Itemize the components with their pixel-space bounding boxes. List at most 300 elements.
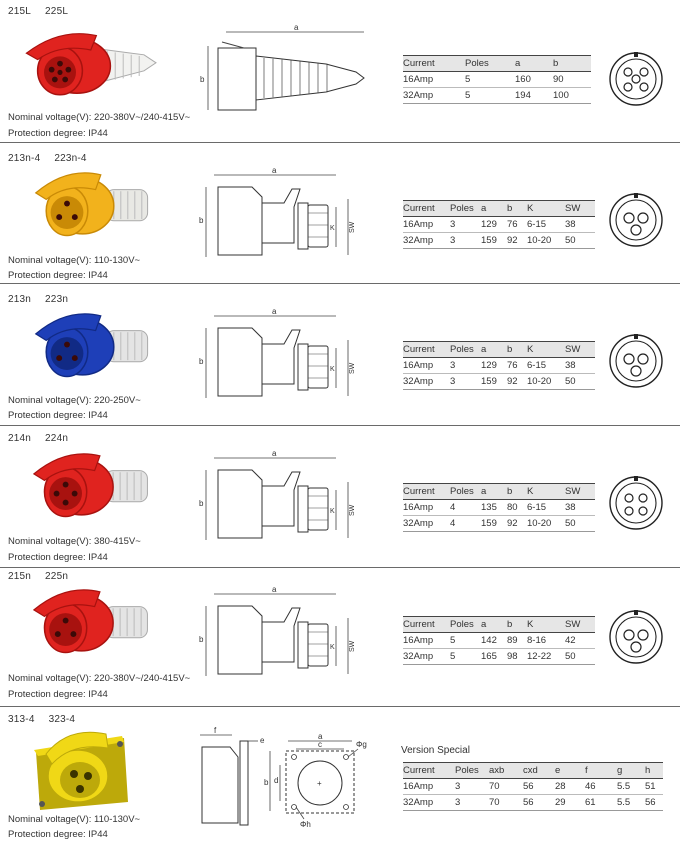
pin-hole [70, 631, 76, 637]
product-photo [26, 582, 158, 664]
table-cell: 159 [481, 375, 497, 387]
gland-nut [298, 622, 308, 668]
pin-hole [72, 214, 78, 220]
table-cell: 32Amp [403, 234, 434, 246]
pin-socket [638, 213, 648, 223]
pin-socket [625, 494, 633, 502]
pin-hole [56, 214, 62, 220]
product-section [0, 143, 680, 283]
column-header: a [481, 202, 487, 214]
spec-table [403, 200, 595, 249]
spec-table-head [403, 201, 595, 217]
table-cell: 5.5 [617, 796, 631, 808]
pin-socket [632, 75, 640, 83]
table-cell: 3 [450, 359, 456, 371]
spec-table [403, 616, 595, 665]
face-inner-ring [616, 617, 656, 657]
dimension-drawing [196, 163, 371, 263]
table-row [403, 649, 595, 665]
pin-hole [63, 500, 69, 506]
face-inner-ring [616, 483, 656, 523]
center-mark: + [317, 779, 322, 788]
table-row [403, 233, 595, 249]
spec-table-head [403, 342, 595, 358]
dim-label-a: a [272, 585, 277, 594]
key-notch [634, 52, 638, 57]
table-cell: 16Amp [403, 780, 434, 792]
pin-hole [72, 491, 78, 497]
dim-label-e: e [260, 736, 265, 745]
pin-socket [639, 494, 647, 502]
protection-degree: Protection degree: IP44 [8, 270, 108, 281]
protection-degree: Protection degree: IP44 [8, 689, 108, 700]
column-header: Poles [455, 764, 479, 776]
table-cell: 89 [507, 634, 518, 646]
spec-table-body [403, 358, 595, 390]
connector-housing [262, 330, 300, 384]
dim-label-sw: SW [349, 640, 356, 652]
table-cell: 6-15 [527, 501, 547, 513]
cable-gland [308, 624, 328, 666]
table-row [403, 358, 595, 374]
pin-hole [49, 67, 55, 73]
column-header: Current [403, 343, 435, 355]
pin-hole [76, 785, 84, 793]
column-header: g [617, 764, 623, 776]
table-cell: 42 [565, 634, 576, 646]
table-cell: 5 [465, 73, 471, 85]
table-cell: 98 [507, 650, 518, 662]
face-outer-ring [610, 611, 662, 663]
face-inner-ring [616, 200, 656, 240]
table-cell: 70 [489, 780, 500, 792]
mounting-plate-side [240, 741, 248, 825]
model-number: 224n [45, 433, 69, 444]
column-header: K [527, 343, 534, 355]
table-cell: 46 [585, 780, 596, 792]
column-header: axb [489, 764, 505, 776]
model-numbers [8, 433, 82, 444]
header-row [403, 201, 595, 217]
pin-hole [65, 67, 71, 73]
dim-label-sw: SW [349, 504, 356, 516]
column-header: SW [565, 485, 581, 497]
column-header: Current [403, 202, 435, 214]
table-cell: 50 [565, 517, 576, 529]
key-notch [634, 334, 638, 339]
dim-label-g: Φg [356, 740, 367, 749]
product-photo [28, 165, 158, 247]
pin-face-diagram [607, 50, 665, 108]
product-section [0, 568, 680, 706]
pin-hole [57, 61, 63, 67]
spec-table [403, 762, 663, 811]
connector-outline [218, 606, 262, 674]
pin-socket [625, 507, 633, 515]
dim-label-k: K [330, 644, 335, 651]
table-cell: 92 [507, 375, 518, 387]
pin-socket [631, 225, 641, 235]
column-header: Current [403, 618, 435, 630]
table-cell: 4 [450, 501, 456, 513]
column-header: a [481, 343, 487, 355]
pin-hole [55, 631, 61, 637]
pin-face-diagram [607, 191, 665, 249]
table-cell: 3 [450, 218, 456, 230]
table-cell: 56 [523, 796, 534, 808]
table-row [403, 516, 595, 532]
dim-label-b: b [264, 778, 269, 787]
plug-sleeve [256, 56, 364, 100]
dim-label-k: K [330, 225, 335, 232]
spec-table-head [403, 763, 663, 779]
model-number: 215L [8, 6, 32, 17]
table-cell: 10-20 [527, 517, 552, 529]
dim-label-d: d [274, 776, 279, 785]
table-row [403, 217, 595, 233]
model-number: 323-4 [48, 714, 76, 725]
key-notch [634, 193, 638, 198]
dim-label-h: Φh [300, 820, 311, 827]
table-cell: 51 [645, 780, 656, 792]
column-header: b [507, 202, 513, 214]
nominal-voltage: Nominal voltage(V): 110-130V~ [8, 255, 141, 266]
table-cell: 16Amp [403, 634, 434, 646]
spec-table-body [403, 633, 595, 665]
pin-socket [640, 83, 648, 91]
cable-gland [308, 346, 328, 388]
connector-outline [218, 470, 262, 538]
pin-hole [56, 355, 62, 361]
plug-lid [222, 42, 244, 48]
pin-socket [631, 642, 641, 652]
nominal-voltage: Nominal voltage(V): 380-415V~ [8, 536, 141, 547]
key-notch [634, 476, 638, 481]
pin-socket [624, 83, 632, 91]
table-cell: 3 [450, 234, 456, 246]
product-photo [26, 446, 158, 528]
plug-body [218, 48, 256, 110]
model-number: 223n-4 [54, 153, 87, 164]
column-header: Poles [450, 343, 474, 355]
table-row [403, 374, 595, 390]
column-header: K [527, 485, 534, 497]
table-cell: 70 [489, 796, 500, 808]
table-cell: 50 [565, 650, 576, 662]
pin-hole [64, 342, 70, 348]
table-row [403, 500, 595, 516]
header-row [403, 617, 595, 633]
dim-label-k: K [330, 508, 335, 515]
leader-g [348, 749, 358, 757]
column-header: b [553, 57, 559, 69]
connector-housing [262, 189, 300, 243]
face-inner-ring [616, 59, 656, 99]
spec-table-body [403, 72, 591, 104]
column-header: Poles [450, 202, 474, 214]
table-cell: 3 [455, 780, 461, 792]
table-cell: 10-20 [527, 375, 552, 387]
protection-degree: Protection degree: IP44 [8, 128, 108, 139]
column-header: b [507, 343, 513, 355]
table-cell: 38 [565, 218, 576, 230]
connector-housing [262, 608, 300, 662]
dim-label-sw: SW [349, 221, 356, 233]
model-numbers [8, 294, 82, 305]
face-outer-ring [610, 194, 662, 246]
table-cell: 32Amp [403, 796, 434, 808]
product-photo [28, 306, 158, 388]
pin-hole [70, 770, 78, 778]
spec-table [403, 483, 595, 532]
column-header: K [527, 202, 534, 214]
table-row [403, 779, 663, 795]
model-numbers [8, 6, 82, 17]
column-header: Poles [450, 618, 474, 630]
column-header: cxd [523, 764, 538, 776]
table-cell: 32Amp [403, 375, 434, 387]
column-header: b [507, 618, 513, 630]
product-section [0, 707, 680, 847]
spec-table-head [403, 484, 595, 500]
model-number: 225L [45, 6, 69, 17]
pin-socket [640, 68, 648, 76]
table-cell: 129 [481, 218, 497, 230]
pin-socket [638, 630, 648, 640]
model-number: 215n [8, 571, 32, 582]
cable-gland [308, 205, 328, 247]
pin-hole [54, 491, 60, 497]
column-header: h [645, 764, 651, 776]
table-cell: 8-16 [527, 634, 547, 646]
gland-nut [298, 203, 308, 249]
connector-outline [218, 187, 262, 255]
table-cell: 142 [481, 634, 497, 646]
table-row [403, 795, 663, 811]
product-section [0, 284, 680, 425]
table-cell: 76 [507, 359, 518, 371]
dim-label-f: f [214, 727, 217, 735]
mount-hole [292, 755, 297, 760]
table-cell: 32Amp [403, 89, 434, 101]
model-number: 214n [8, 433, 32, 444]
spec-table-head [403, 617, 595, 633]
table-cell: 90 [553, 73, 564, 85]
pin-socket [624, 68, 632, 76]
dim-label-a: a [318, 732, 323, 741]
table-cell: 160 [515, 73, 531, 85]
protection-degree: Protection degree: IP44 [8, 410, 108, 421]
face-inner-ring [616, 341, 656, 381]
table-cell: 159 [481, 234, 497, 246]
table-cell: 194 [515, 89, 531, 101]
table-cell: 10-20 [527, 234, 552, 246]
pin-socket [624, 213, 634, 223]
pin-face-diagram [607, 608, 665, 666]
table-cell: 61 [585, 796, 596, 808]
table-cell: 12-22 [527, 650, 552, 662]
pin-hole [63, 482, 69, 488]
pin-hole [72, 355, 78, 361]
table-cell: 50 [565, 234, 576, 246]
gland-nut [298, 344, 308, 390]
socket-side [202, 747, 238, 823]
dimension-drawing [196, 582, 371, 682]
table-cell: 135 [481, 501, 497, 513]
table-row [403, 88, 591, 104]
nominal-voltage: Nominal voltage(V): 110-130V~ [8, 814, 141, 825]
model-number: 213n-4 [8, 153, 41, 164]
column-header: a [481, 485, 487, 497]
pin-hole [84, 772, 92, 780]
header-row [403, 342, 595, 358]
header-row [403, 763, 663, 779]
dim-label-a: a [272, 307, 277, 316]
table-cell: 76 [507, 218, 518, 230]
face-outer-ring [610, 477, 662, 529]
table-cell: 5 [450, 634, 456, 646]
column-header: SW [565, 202, 581, 214]
pin-face-diagram [607, 474, 665, 532]
spec-table-body [403, 500, 595, 532]
face-outer-ring [610, 335, 662, 387]
mount-hole [344, 805, 349, 810]
dim-label-a: a [272, 449, 277, 458]
dimension-drawing [196, 22, 371, 122]
table-cell: 56 [523, 780, 534, 792]
table-row [403, 633, 595, 649]
nominal-voltage: Nominal voltage(V): 220-380V~/240-415V~ [8, 673, 191, 684]
table-title: Version Special [401, 745, 470, 756]
pin-hole [62, 77, 68, 83]
dim-label-b: b [199, 357, 204, 366]
pin-face-diagram [607, 332, 665, 390]
model-numbers [8, 153, 101, 164]
pin-hole [64, 201, 70, 207]
model-number: 213n [8, 294, 32, 305]
spec-table-body [403, 217, 595, 249]
table-row [403, 72, 591, 88]
dimension-drawing [196, 727, 371, 827]
cable-gland [308, 488, 328, 530]
protection-degree: Protection degree: IP44 [8, 829, 108, 840]
screw [39, 801, 45, 807]
table-cell: 56 [645, 796, 656, 808]
pin-hole [57, 70, 62, 75]
table-cell: 38 [565, 501, 576, 513]
table-cell: 50 [565, 375, 576, 387]
dim-label-b: b [200, 75, 205, 84]
table-cell: 5 [450, 650, 456, 662]
spec-table [403, 341, 595, 390]
table-cell: 16Amp [403, 73, 434, 85]
pin-socket [639, 507, 647, 515]
table-cell: 16Amp [403, 501, 434, 513]
column-header: Poles [465, 57, 489, 69]
table-cell: 32Amp [403, 650, 434, 662]
table-cell: 92 [507, 517, 518, 529]
spec-table-head [403, 56, 591, 72]
dim-label-a: a [294, 23, 299, 32]
connector-housing [262, 472, 300, 526]
table-cell: 3 [450, 375, 456, 387]
table-cell: 16Amp [403, 218, 434, 230]
table-cell: 159 [481, 517, 497, 529]
product-photo [28, 724, 132, 810]
key-notch [634, 610, 638, 615]
gland-nut [298, 486, 308, 532]
connector-outline [218, 328, 262, 396]
table-cell: 165 [481, 650, 497, 662]
column-header: K [527, 618, 534, 630]
protection-degree: Protection degree: IP44 [8, 552, 108, 563]
table-cell: 129 [481, 359, 497, 371]
table-cell: 5 [465, 89, 471, 101]
mount-hole [292, 805, 297, 810]
spec-table [403, 55, 591, 104]
header-row [403, 484, 595, 500]
pin-socket [624, 630, 634, 640]
dimension-drawing [196, 446, 371, 546]
column-header: Current [403, 57, 435, 69]
product-section [0, 0, 680, 142]
column-header: Current [403, 485, 435, 497]
pin-hole [52, 77, 58, 83]
column-header: Current [403, 764, 435, 776]
dim-label-b: b [199, 635, 204, 644]
dim-label-k: K [330, 366, 335, 373]
table-cell: 29 [555, 796, 566, 808]
model-number: 225n [45, 571, 69, 582]
product-photo [18, 26, 158, 106]
dim-label-b: b [199, 216, 204, 225]
table-cell: 38 [565, 359, 576, 371]
column-header: f [585, 764, 588, 776]
table-cell: 16Amp [403, 359, 434, 371]
pin-socket [631, 366, 641, 376]
model-number: 313-4 [8, 714, 35, 725]
model-number: 223n [45, 294, 69, 305]
pin-socket [638, 354, 648, 364]
table-cell: 92 [507, 234, 518, 246]
column-header: a [481, 618, 487, 630]
spec-table-body [403, 779, 663, 811]
product-section [0, 426, 680, 567]
table-cell: 100 [553, 89, 569, 101]
table-cell: 80 [507, 501, 518, 513]
dim-label-b: b [199, 499, 204, 508]
table-cell: 32Amp [403, 517, 434, 529]
column-header: SW [565, 343, 581, 355]
table-cell: 4 [450, 517, 456, 529]
table-cell: 6-15 [527, 359, 547, 371]
nominal-voltage: Nominal voltage(V): 220-380V~/240-415V~ [8, 112, 191, 123]
model-numbers [8, 571, 82, 582]
pin-hole [63, 618, 69, 624]
table-cell: 6-15 [527, 218, 547, 230]
dim-label-a: a [272, 166, 277, 175]
mount-hole [344, 755, 349, 760]
table-cell: 28 [555, 780, 566, 792]
column-header: Poles [450, 485, 474, 497]
table-cell: 5.5 [617, 780, 631, 792]
column-header: e [555, 764, 561, 776]
nominal-voltage: Nominal voltage(V): 220-250V~ [8, 395, 141, 406]
header-row [403, 56, 591, 72]
screw [117, 741, 123, 747]
pin-socket [624, 354, 634, 364]
dim-label-c: c [318, 740, 322, 749]
